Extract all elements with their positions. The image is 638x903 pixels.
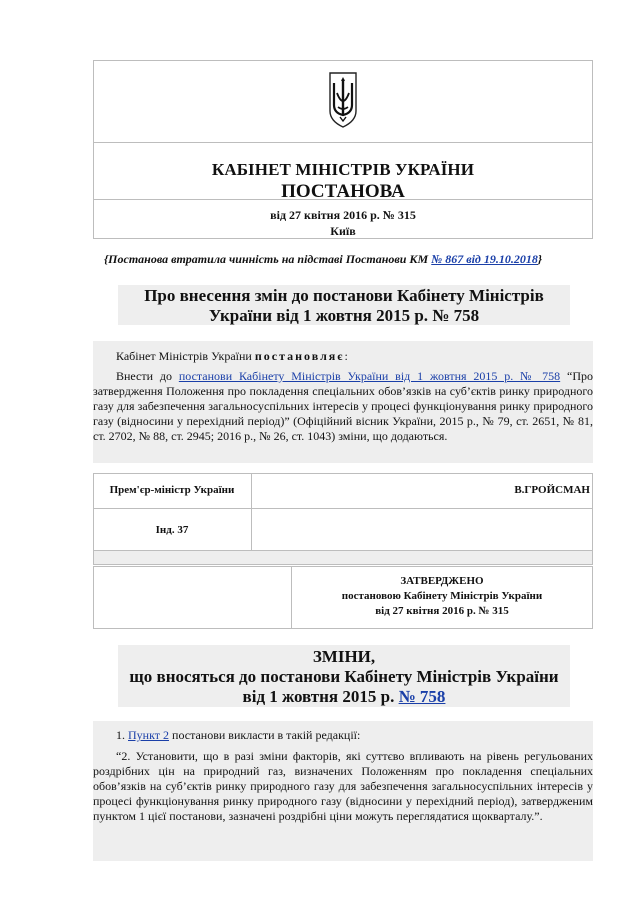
changes-title-line-3 (118, 687, 570, 707)
resolution-758-link[interactable]: постанови Кабінету Міністрів України від 1 жовтня 2015 р. № 758 (178, 369, 561, 383)
approval-line-3: від 27 квітня 2016 р. № 315 (375, 605, 509, 617)
trident-emblem-icon (328, 71, 358, 129)
main-text-before: Внести до (116, 369, 179, 383)
document-index: Інд. 37 (155, 524, 189, 536)
changes-resolution-link[interactable]: № 758 (398, 687, 446, 706)
document-date: від 27 квітня 2016 р. № 315 (270, 208, 416, 222)
signer-position: Прем'єр-міністр України (109, 484, 235, 496)
document-type: ПОСТАНОВА (281, 181, 405, 202)
document-headline (118, 285, 570, 325)
changes-title-line-1: ЗМІНИ, (312, 647, 376, 666)
signature-divider (251, 473, 252, 551)
signer-name: В.ГРОЙСМАН (514, 484, 590, 496)
item-1-link[interactable]: Пункт 2 (128, 728, 170, 742)
intro-keyword: постановляє (254, 349, 345, 363)
emblem-cell (93, 60, 593, 142)
signature-spacer (93, 551, 593, 565)
lost-force-text: {Постанова втратила чинність на підставі Постанови КМ (104, 252, 432, 266)
lost-force-close: } (537, 252, 543, 266)
changes-title (118, 645, 570, 707)
organization-title: КАБІНЕТ МІНІСТРІВ УКРАЇНИ (211, 160, 475, 179)
intro-colon: : (344, 349, 348, 363)
item-2-paragraph: “2. Установити, що в разі зміни факторів, які суттєво впливають на рівень регульованих роздрібних цін на природний газ, визначених Положенням про покладення спеціальних обов’язків на суб’єктів ринку природного газу для забезпечення загальносуспільних інтересів у процесі функціонування ринку природного газу (відносини у перехідний період), затвердженим пунктом 1 цієї постанови, зазначені роздрібні ціни можуть переглядатися щокварталу.”. (93, 749, 593, 823)
item-1-paragraph (116, 728, 592, 743)
approval-line-1: ЗАТВЕРДЖЕНО (400, 575, 484, 587)
changes-title-line-2: що вносяться до постанови Кабінету Міністрів України (129, 667, 559, 686)
lost-force-note (104, 252, 584, 267)
headline-line-2: України від 1 жовтня 2015 р. № 758 (208, 306, 480, 325)
document-city: Київ (330, 224, 356, 238)
intro-paragraph (116, 349, 592, 364)
title-cell (93, 142, 593, 202)
date-cell (93, 199, 593, 239)
intro-text: Кабінет Міністрів України (116, 349, 255, 363)
changes-title-date: від 1 жовтня 2015 р. (242, 687, 399, 706)
main-text-after: “Про затвердження Положення про покладення спеціальних обов’язків на суб’єктів ринку природного газу для забезпечення загальносуспільних інтересів у процесі функціонування ринку природного газу (відносини у перехідний період)” (Офіційний вісник України, 2015 р., № 79, ст. 2651, № 81, ст. 2702, № 88, ст. 2945; 2016 р., № 26, ст. 1043) зміни, що додаються. (93, 369, 594, 443)
item-1-number: 1. (116, 728, 128, 742)
headline-line-1: Про внесення змін до постанови Кабінету Міністрів (144, 286, 544, 305)
item-1-text: постанови викласти в такій редакції: (169, 728, 361, 742)
lost-force-link[interactable]: № 867 від 19.10.2018 (431, 252, 538, 266)
main-paragraph (93, 369, 593, 444)
approval-line-2: постановою Кабінету Міністрів України (341, 590, 543, 602)
approval-stamp (292, 574, 592, 619)
